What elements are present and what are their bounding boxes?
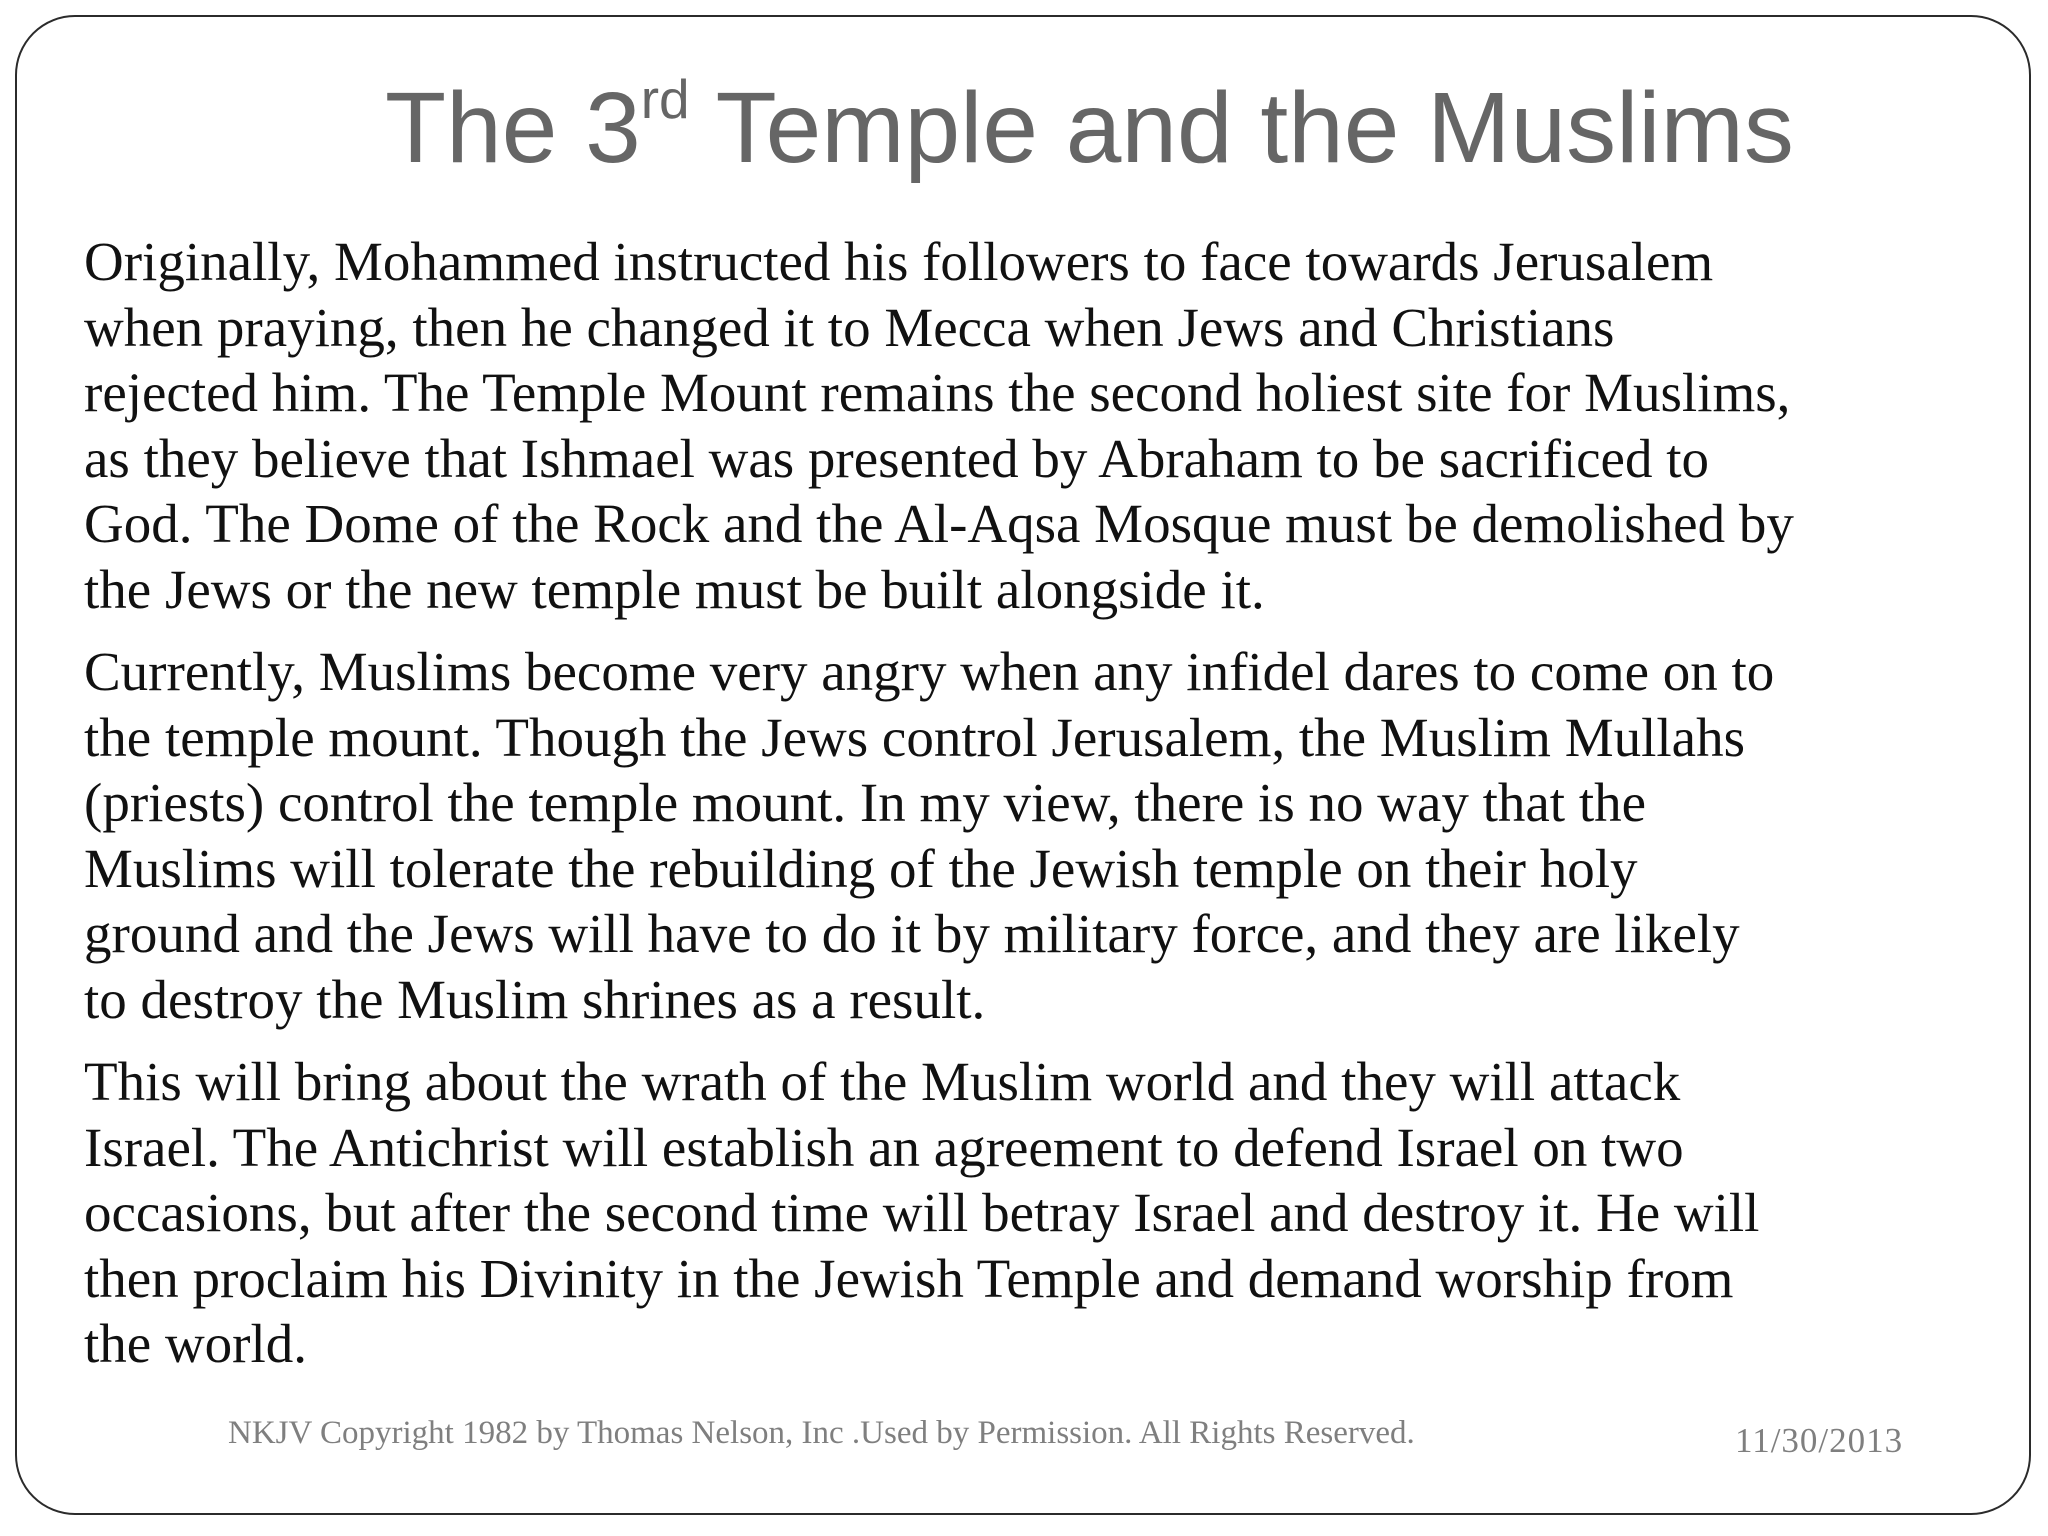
body-line: Currently, Muslims become very angry when any infidel dares to come on to bbox=[84, 641, 1775, 702]
footer-copyright: NKJV Copyright 1982 by Thomas Nelson, Inc .Used by Permission. All Rights Reserved. bbox=[228, 1415, 1415, 1451]
slide-body bbox=[84, 229, 2004, 1394]
footer-date: 11/30/2013 bbox=[1735, 1421, 1904, 1460]
body-line: Muslims will tolerate the rebuilding of the Jewish temple on their holy bbox=[84, 837, 1638, 899]
slide-title bbox=[385, 68, 1985, 188]
body-line: Originally, Mohammed instructed his followers to face towards Jerusalem bbox=[84, 231, 1714, 292]
body-paragraph bbox=[84, 639, 2004, 1032]
body-line: God. The Dome of the Rock and the Al-Aqsa Mosque must be demolished by bbox=[84, 493, 1794, 554]
title-superscript: rd bbox=[640, 67, 690, 130]
body-line: rejected him. The Temple Mount remains the second holiest site for Muslims, bbox=[84, 362, 1791, 423]
body-line: Israel. The Antichrist will establish an agreement to defend Israel on two bbox=[84, 1116, 1684, 1178]
body-line: the temple mount. Though the Jews control Jerusalem, the Muslim Mullahs bbox=[84, 706, 1745, 768]
body-line: the Jews or the new temple must be built alongside it. bbox=[84, 558, 1265, 620]
body-line: occasions, but after the second time will betray Israel and destroy it. He will bbox=[84, 1182, 1760, 1243]
body-paragraph bbox=[84, 229, 2004, 622]
title-suffix: Temple and the Muslims bbox=[689, 72, 1794, 184]
title-prefix: The 3 bbox=[385, 72, 641, 184]
body-line: (priests) control the temple mount. In my view, there is no way that the bbox=[84, 772, 1647, 833]
body-line: to destroy the Muslim shrines as a result. bbox=[84, 968, 986, 1030]
body-line: as they believe that Ishmael was presented by Abraham to be sacrificed to bbox=[84, 427, 1709, 489]
body-paragraph bbox=[84, 1049, 2004, 1377]
body-line: ground and the Jews will have to do it by military force, and they are likely bbox=[84, 903, 1740, 964]
body-line: when praying, then he changed it to Mecca when Jews and Christians bbox=[84, 296, 1615, 358]
body-line: then proclaim his Divinity in the Jewish Temple and demand worship from bbox=[84, 1247, 1734, 1309]
body-line: This will bring about the wrath of the Muslim world and they will attack bbox=[84, 1051, 1681, 1112]
body-line: the world. bbox=[84, 1313, 308, 1374]
